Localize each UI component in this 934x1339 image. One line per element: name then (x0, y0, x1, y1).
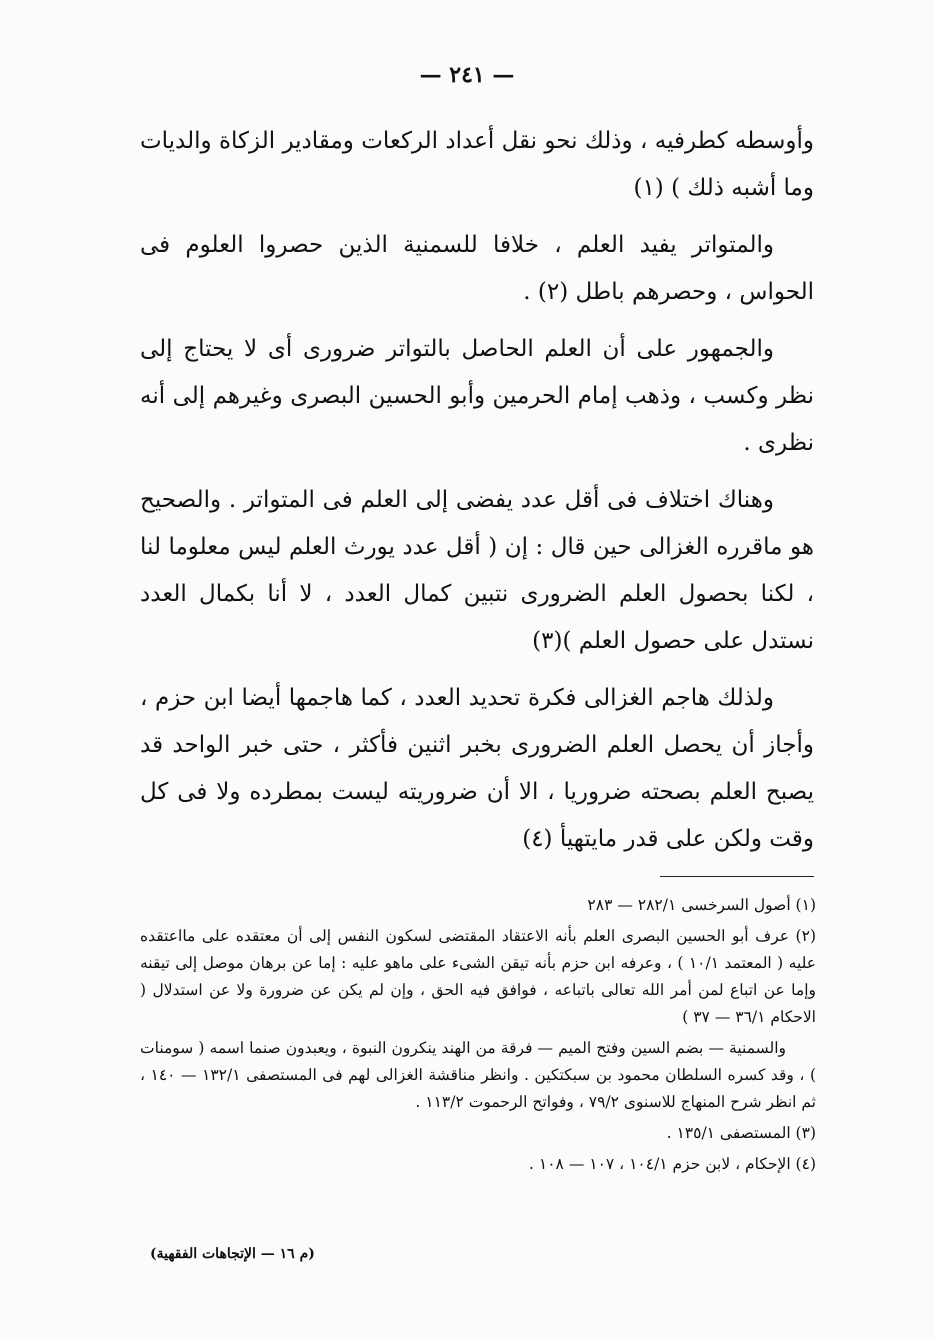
paragraph: والمتواتر يفيد العلم ، خلافا للسمنية الذين حصروا العلوم فى الحواس ، وحصرهم باطل (٢) . (140, 232, 814, 305)
paragraph: ولذلك هاجم الغزالى فكرة تحديد العدد ، كما هاجمها أيضا ابن حزم ، وأجاز أن يحصل العلم الضرورى بخبر اثنين فأكثر ، حتى خبر الواحد قد يصبح العلم بصحته ضروريا ، الا أن ضروريته ليست بمطرده ولا فى كل وقت ولكن على قدر مايتهيأ (٤) (140, 685, 814, 852)
footnote: (٣) المستصفى ١٣٥/١ . (666, 1124, 816, 1142)
footnote: (٢) عرف أبو الحسين البصرى العلم بأنه الاعتقاد المقتضى لسكون النفس إلى أن معتقده على مااعتقده عليه ( المعتمد ١٠/١ ) ، وعرفه ابن حزم بأنه تيقن الشىء على ماهو عليه : إما عن برهان موصل إلى تيقنه وإما عن اتباع لمن أمر الله تعالى باتباعه ، فوافق فيه الحق ، وإن لم يكن عن ضرورة ولا عن استدلال ( الاحكام ٣٦/١ — ٣٧ ) (140, 927, 817, 1026)
paragraph: وهناك اختلاف فى أقل عدد يفضى إلى العلم فى المتواتر . والصحيح هو ماقرره الغزالى حين قال : إن ( أقل عدد يورث العلم ليس معلوما لنا ، لكنا بحصول العلم الضرورى نتبين كمال العدد ، لا أنا بكمال العدد نستدل على حصول العلم )(٣) (140, 487, 814, 654)
footnote: (١) أصول السرخسى ٢٨٢/١ — ٢٨٣ (587, 896, 816, 914)
signature-mark: (م ١٦ — الإتجاهات الفقهية) (150, 1246, 315, 1262)
body-text (140, 118, 814, 873)
footnote-continuation: والسمنية — بضم السين وفتح الميم — فرقة من الهند ينكرون النبوة ، ويعبدون صنما اسمه ( سومنات ) ، وقد كسره السلطان محمود بن سبكتكين . وانظر مناقشة الغزالى لهم فى المستصفى ١٣٢/١ — ١٤٠ ، ثم انظر شرح المنهاج للاسنوى ٧٩/٢ ، وفواتح الرحموت ١١٣/٢ . (140, 1039, 816, 1111)
footnotes (140, 892, 816, 1182)
paragraph: والجمهور على أن العلم الحاصل بالتواتر ضرورى أى لا يحتاج إلى نظر وكسب ، وذهب إمام الحرمين وأبو الحسين البصرى وغيرهم إلى أنه نظرى . (140, 336, 814, 456)
page-number: — ٢٤١ — (419, 62, 515, 88)
paragraph: وأوسطه كطرفيه ، وذلك نحو نقل أعداد الركعات ومقادير الزكاة والديات وما أشبه ذلك ) (١) (140, 128, 814, 201)
footnote-divider (660, 876, 814, 877)
footnote: (٤) الإحكام ، لابن حزم ١٠٤/١ ، ١٠٧ — ١٠٨ . (529, 1155, 816, 1173)
